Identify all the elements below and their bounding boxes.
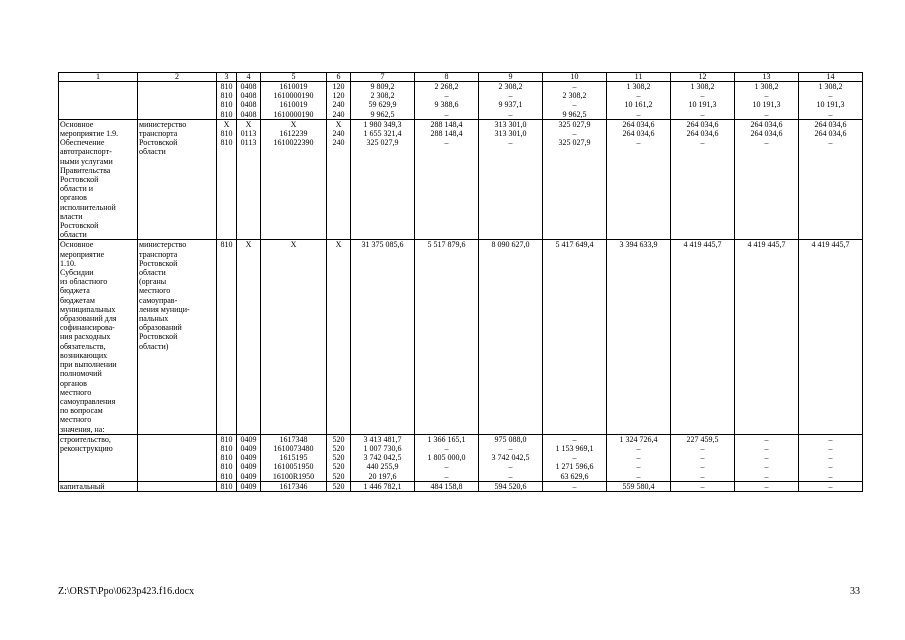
page-number: 33 bbox=[850, 586, 860, 597]
csr-cell: 1617346 bbox=[261, 481, 327, 491]
header-cell: 2 bbox=[138, 73, 217, 82]
header-cell: 8 bbox=[415, 73, 479, 82]
value-cell: 1 308,2 – 10 161,2 – bbox=[607, 82, 671, 120]
row-name-cell bbox=[59, 82, 138, 120]
header-cell: 9 bbox=[479, 73, 543, 82]
value-cell: 4 419 445,7 bbox=[671, 240, 735, 434]
row-name-cell: Основное мероприятие 1.10. Субсидии из областного бюджета бюджетам муниципальных образований для софинансирова- ния расходных обязательств, возникающих при выполнении полномочий органов местного самоуправления по вопросам местного значения, на: bbox=[59, 240, 138, 434]
grbs-cell: 810 bbox=[217, 481, 237, 491]
row-name-cell: строительство, реконструкцию bbox=[59, 434, 138, 481]
value-cell: 484 158,8 bbox=[415, 481, 479, 491]
value-cell: 1 980 349,3 1 655 321,4 325 027,9 bbox=[351, 119, 415, 240]
table-row bbox=[59, 119, 863, 240]
budget-table bbox=[58, 72, 863, 492]
vr-cell: 520 520 520 520 520 bbox=[327, 434, 351, 481]
rzpr-cell: X 0113 0113 bbox=[237, 119, 261, 240]
row-name-cell: Основное мероприятие 1.9. Обеспечение автотранспорт- ными услугами Правительства Ростовской области и органов исполнительной власти Ростовской области bbox=[59, 119, 138, 240]
value-cell: 1 366 165,1 – 1 805 000,0 – – bbox=[415, 434, 479, 481]
value-cell: 3 413 481,7 1 007 730,6 3 742 042,5 440 255,9 20 197,6 bbox=[351, 434, 415, 481]
value-cell: 9 809,2 2 308,2 59 629,9 9 962,5 bbox=[351, 82, 415, 120]
value-cell: 8 090 627,0 bbox=[479, 240, 543, 434]
value-cell: 5 417 649,4 bbox=[543, 240, 607, 434]
header-cell: 5 bbox=[261, 73, 327, 82]
grbs-cell: 810 810 810 810 810 bbox=[217, 434, 237, 481]
vr-cell: 120 120 240 240 bbox=[327, 82, 351, 120]
value-cell: 5 517 879,6 bbox=[415, 240, 479, 434]
value-cell: 975 088,0 – 3 742 042,5 – – bbox=[479, 434, 543, 481]
value-cell: 1 446 782,1 bbox=[351, 481, 415, 491]
table-row bbox=[59, 434, 863, 481]
value-cell: – bbox=[543, 481, 607, 491]
value-cell: 1 308,2 – 10 191,3 – bbox=[735, 82, 799, 120]
rzpr-cell: 0409 0409 0409 0409 0409 bbox=[237, 434, 261, 481]
grbs-cell: 810 bbox=[217, 240, 237, 434]
header-cell: 11 bbox=[607, 73, 671, 82]
value-cell: 313 301,0 313 301,0 – bbox=[479, 119, 543, 240]
row-executor-cell bbox=[138, 434, 217, 481]
value-cell: – 1 153 969,1 – 1 271 596,6 63 629,6 bbox=[543, 434, 607, 481]
value-cell: – bbox=[735, 481, 799, 491]
vr-cell: X bbox=[327, 240, 351, 434]
value-cell: 1 324 726,4 – – – – bbox=[607, 434, 671, 481]
header-cell: 7 bbox=[351, 73, 415, 82]
value-cell: 1 308,2 – 10 191,3 – bbox=[799, 82, 863, 120]
row-name-cell: капитальный bbox=[59, 481, 138, 491]
value-cell: 594 520,6 bbox=[479, 481, 543, 491]
value-cell: 3 394 633,9 bbox=[607, 240, 671, 434]
value-cell: 264 034,6 264 034,6 – bbox=[735, 119, 799, 240]
csr-cell: X 1612239 1610022390 bbox=[261, 119, 327, 240]
header-cell: 10 bbox=[543, 73, 607, 82]
row-executor-cell: министерство транспорта Ростовской области (органы местного самоуправ- ления муници- пальных образований Ростовской области) bbox=[138, 240, 217, 434]
value-cell: 288 148,4 288 148,4 – bbox=[415, 119, 479, 240]
header-cell: 6 bbox=[327, 73, 351, 82]
value-cell: 4 419 445,7 bbox=[735, 240, 799, 434]
value-cell: 325 027,9 – 325 027,9 bbox=[543, 119, 607, 240]
value-cell: 264 034,6 264 034,6 – bbox=[799, 119, 863, 240]
rzpr-cell: X bbox=[237, 240, 261, 434]
value-cell: – bbox=[671, 481, 735, 491]
vr-cell: 520 bbox=[327, 481, 351, 491]
value-cell: – – – – – bbox=[735, 434, 799, 481]
value-cell: 31 375 085,6 bbox=[351, 240, 415, 434]
row-executor-cell: министерство транспорта Ростовской области bbox=[138, 119, 217, 240]
header-cell: 14 bbox=[799, 73, 863, 82]
value-cell: 2 308,2 – 9 937,1 – bbox=[479, 82, 543, 120]
value-cell: 227 459,5 – – – – bbox=[671, 434, 735, 481]
value-cell: 264 034,6 264 034,6 – bbox=[607, 119, 671, 240]
vr-cell: X 240 240 bbox=[327, 119, 351, 240]
value-cell: 1 308,2 – 10 191,3 – bbox=[671, 82, 735, 120]
header-cell: 1 bbox=[59, 73, 138, 82]
grbs-cell: X 810 810 bbox=[217, 119, 237, 240]
csr-cell: X bbox=[261, 240, 327, 434]
value-cell: 264 034,6 264 034,6 – bbox=[671, 119, 735, 240]
value-cell: – 2 308,2 – 9 962,5 bbox=[543, 82, 607, 120]
header-cell: 13 bbox=[735, 73, 799, 82]
row-executor-cell bbox=[138, 481, 217, 491]
table-row bbox=[59, 82, 863, 120]
value-cell: 4 419 445,7 bbox=[799, 240, 863, 434]
value-cell: – bbox=[799, 481, 863, 491]
header-cell: 12 bbox=[671, 73, 735, 82]
value-cell: 559 580,4 bbox=[607, 481, 671, 491]
csr-cell: 1610019 1610000190 1610019 1610000190 bbox=[261, 82, 327, 120]
grbs-cell: 810 810 810 810 bbox=[217, 82, 237, 120]
value-cell: 2 268,2 – 9 388,6 – bbox=[415, 82, 479, 120]
table-row bbox=[59, 481, 863, 491]
column-header-row bbox=[59, 73, 863, 82]
document-path: Z:\ORST\Ppo\0623p423.f16.docx bbox=[58, 586, 195, 597]
row-executor-cell bbox=[138, 82, 217, 120]
value-cell: – – – – – bbox=[799, 434, 863, 481]
table-row bbox=[59, 240, 863, 434]
rzpr-cell: 0408 0408 0408 0408 bbox=[237, 82, 261, 120]
header-cell: 3 bbox=[217, 73, 237, 82]
rzpr-cell: 0409 bbox=[237, 481, 261, 491]
csr-cell: 1617348 1610073480 1615195 1610051950 16100R1950 bbox=[261, 434, 327, 481]
header-cell: 4 bbox=[237, 73, 261, 82]
